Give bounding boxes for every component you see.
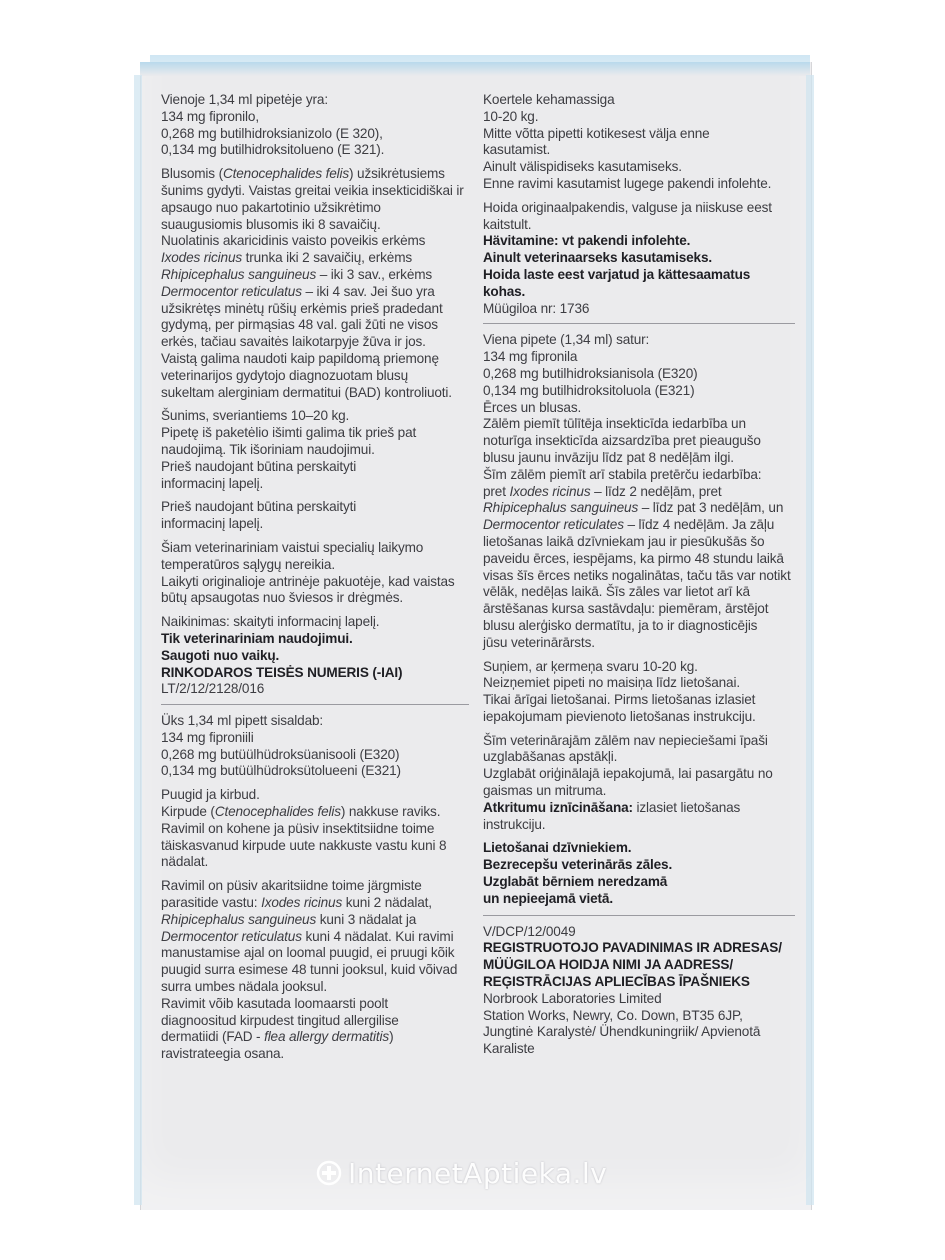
text-line: Ainult veterinaarseks kasutamiseks.	[483, 250, 712, 266]
text-line: suaugusiomis blusomis iki 8 savaičių.	[161, 216, 381, 232]
text-line: naudojimą. Tik išoriniam naudojimui.	[161, 441, 375, 457]
text-line: informacinį lapelį.	[161, 516, 264, 532]
text-line: Vienoje 1,34 ml pipetėje yra:	[161, 92, 328, 107]
text-line: Šīm veterinārajām zālēm nav nepieciešami īpaši	[483, 732, 768, 748]
text-line: blusu jaunu invāziju līdz pat 8 nedēļām ilgi.	[483, 449, 734, 465]
lt-indications: Blusomis (Ctenocephalides felis) užsikrėtusiems šunims gydyti. Vaistas greitai veikia insekticidiškai ir apsaugo nuo pakartotinio užsikrėtimo suaugusiomis blusomis iki 8 savaičių. Nuolatinis akaricidinis vaisto poveikis erkėms Ixodes ricinus trunka iki 2 savaičių, erkėms Rhipicephalus sanguineus – iki 3 sav., erkėms Dermocentor reticulatus – iki 4 sav. Jei šuo yra užsikrėtęs minėtų rūšių erkėmis prieš pradedant gydymą, per pirmąsias 48 val. gali žūti ne visos erkės, tačiau savaitės laikotarpyje žūva ir jos. Vaistą galima naudoti kaip papildomą priemonę veterinarijos gydytojo diagnozuotam blusų sukeltam alerginiam dermatitui (BAD) kontroliuoti.	[161, 166, 469, 401]
lt-storage	[161, 540, 469, 607]
text-line: kohas.	[483, 283, 526, 299]
text-line: Station Works, Newry, Co. Down, BT35 6JP,	[483, 1007, 743, 1023]
text-line: REGISTRUOTOJO PAVADINIMAS IR ADRESAS/	[483, 940, 782, 956]
text-line: Mitte võtta pipetti kotikesest välja enne	[483, 125, 710, 141]
text-line: 0,268 mg butilhidroksianizolo (E 320),	[161, 125, 383, 141]
text-line: Uzglabāt bērniem neredzamā	[483, 874, 668, 890]
ee-acaricidal: Ravimil on püsiv akaritsiidne toime järgmiste parasitide vastu: Ixodes ricinus kuni 2 nädalat, Rhipicephalus sanguineus kuni 3 nädalat ja Dermocentor reticulatus kuni 4 nädalat. Kui ravimi manustamise ajal on loomal puugid, ei pruugi kõik puugid surra esimese 48 tunni jooksul, kuid võivad surra umbes nädala jooksul. Ravimit võib kasutada loomaarsti poolt diagnoositud kirpudest tingitud allergilise dermatiidi (FAD - flea allergy dermatitis) ravistrateegia osana.	[161, 878, 469, 1063]
text-line: sukeltam alerginiam dermatitui (BAD) kontroliuoti.	[161, 384, 452, 400]
text-line: Bezrecepšu veterinārās zāles.	[483, 857, 673, 873]
text-line: Ērces un blusas.	[483, 399, 582, 415]
text-line: Šunims, sveriantiems 10–20 kg.	[161, 408, 350, 424]
lv-warnings	[483, 840, 795, 907]
text-line: Lietošanai dzīvniekiem.	[483, 840, 632, 856]
ee-dosage	[483, 92, 795, 193]
text-line: iepakojumam pievienoto lietošanas instrukciju.	[483, 708, 756, 724]
lt-registration-number: LT/2/12/2128/016	[161, 681, 265, 697]
text-line: Norbrook Laboratories Limited	[483, 990, 662, 1006]
lt-warning	[161, 499, 469, 533]
text-line: Prieš naudojant būtina perskaityti	[161, 499, 357, 515]
pharmacy-cross-icon	[316, 1160, 342, 1186]
text-line: 134 mg fipronila	[483, 349, 578, 365]
lt-composition	[161, 92, 469, 159]
lv-dosage	[483, 659, 795, 726]
ee-indications: Puugid ja kirbud. Kirpude (Ctenocephalides felis) nakkuse raviks. Ravimil on kohene ja püsiv insektitsiidne toime täiskasvanud kirpude uute nakkuste vastu kuni 8 nädalat.	[161, 787, 469, 871]
text-line: Viena pipete (1,34 ml) satur:	[483, 332, 650, 348]
lt-dosage	[161, 408, 469, 492]
text-line: Šīm zālēm piemīt arī stabila pretērču iedarbība:	[483, 466, 762, 482]
text-line: Uzglabāt oriģinālajā iepakojumā, lai pasargātu no	[483, 766, 773, 782]
text-line: temperatūros sąlygų nereikia.	[161, 556, 335, 572]
text-line: šunims gydyti. Vaistas greitai veikia insekticidiškai ir	[161, 182, 464, 198]
lt-divider	[161, 704, 469, 705]
lv-storage: Šīm veterinārajām zālēm nav nepieciešami īpaši uzglabāšanas apstākļi. Uzglabāt oriģinālajā iepakojumā, lai pasargātu no gaismas un mitruma. Atkritumu iznīcināšana: izlasiet lietošanas instrukciju.	[483, 733, 795, 834]
text-line: užsikrėtęs minėtų rūšių erkėmis prieš pradedant	[161, 300, 443, 316]
text-line: 0,134 mg butilhidroksitolueno (E 321).	[161, 142, 385, 158]
package-top-shade	[140, 62, 810, 76]
text-line: nädalat.	[161, 854, 209, 870]
text-line: Karaliste	[483, 1041, 535, 1057]
text-line: 134 mg fiproniili	[161, 729, 254, 745]
text-line: jūsu veterinārārsts.	[483, 634, 595, 650]
text-line: Ainult välispidiseks kasutamiseks.	[483, 159, 682, 175]
text-line: REĢISTRĀCIJAS APLIECĪBAS ĪPAŠNIEKS	[483, 974, 750, 990]
text-line: 0,268 mg butüülhüdroksüanisooli (E320)	[161, 746, 400, 762]
text-line: surra umbes nädala jooksul.	[161, 979, 327, 995]
text-line: 0,134 mg butilhidroksitoluola (E321)	[483, 382, 695, 398]
left-text-column	[161, 92, 469, 1070]
text-line: Hoida originaalpakendis, valguse ja niiskuse eest	[483, 199, 772, 215]
right-side-edge	[806, 75, 814, 1205]
ee-divider	[483, 323, 795, 324]
text-line: 134 mg fipronilo,	[161, 108, 259, 124]
text-line: Laikyti originalioje antrinėje pakuotėje, kad vaistas	[161, 573, 455, 589]
text-line: diagnoositud kirpudest tingitud allergilise	[161, 1012, 399, 1028]
text-line: RINKODAROS TEISĖS NUMERIS (-IAI)	[161, 664, 403, 680]
text-line: 10-20 kg.	[483, 108, 539, 124]
text-line: Pipetę iš paketėlio išimti galima tik prieš pat	[161, 425, 417, 441]
text-line: Üks 1,34 ml pipett sisaldab:	[161, 713, 324, 729]
text-line: noturīga insekticīda aizsardzība pret pieaugušo	[483, 433, 761, 449]
text-line: kasutamist.	[483, 142, 551, 158]
text-line: veterinarijos gydytojo diagnozuotam blusų	[161, 367, 408, 383]
text-line: Koertele kehamassiga	[483, 92, 615, 107]
text-line: Ravimit võib kasutada loomaarsti poolt	[161, 995, 389, 1011]
ee-composition	[161, 713, 469, 780]
text-line: Suņiem, ar ķermeņa svaru 10-20 kg.	[483, 658, 698, 674]
text-line: MÜÜGILOA HOIDJA NIMI JA AADRESS/	[483, 957, 733, 973]
text-line: vēlāk, nedēļas laikā. Šīs zāles var lietot arī kā	[483, 584, 750, 600]
ee-authorisation-number: Müügiloa nr: 1736	[483, 300, 590, 316]
text-line: būtų apsaugotas nuo šviesos ir drėgmės.	[161, 590, 404, 606]
text-line: 0,268 mg butilhidroksianisola (E320)	[483, 365, 698, 381]
text-line: Saugoti nuo vaikų.	[161, 647, 280, 663]
registration-holder: V/DCP/12/0049 REGISTRUOTOJO PAVADINIMAS IR ADRESAS/ MÜÜGILOA HOIDJA NIMI JA AADRESS/ REĢISTRĀCIJAS APLIECĪBAS ĪPAŠNIEKS Norbrook Laboratories Limited Station Works, Newry, Co. Down, BT35 6JP, Jungtinė Karalystė/ Ühendkuningriik/ Apvienotā Karaliste	[483, 924, 795, 1058]
text-line: lietošanas laikā dzīvniekam jau ir piesūkušās šo	[483, 533, 765, 549]
text-line: apsaugo nuo pakartotinio užsikrėtimo	[161, 199, 381, 215]
text-line: Vaistą galima naudoti kaip papildomą priemonę	[161, 350, 439, 366]
text-line: täiskasvanud kirpude uute nakkuste vastu kuni 8	[161, 837, 447, 853]
lt-disposal: Naikinimas: skaityti informacinį lapelį. Tik veterinariniam naudojimui. Saugoti nuo vaikų. RINKODAROS TEISĖS NUMERIS (-IAI) LT/2/12/2128/016	[161, 614, 469, 698]
text-line: Šiam veterinariniam vaistui specialių laikymo	[161, 539, 424, 555]
text-line: 0,134 mg butüülhüdroksütolueeni (E321)	[161, 763, 401, 779]
text-line: Prieš naudojant būtina perskaityti	[161, 458, 357, 474]
text-line: Enne ravimi kasutamist lugege pakendi infolehte.	[483, 175, 772, 191]
text-line: Tik veterinariniam naudojimui.	[161, 630, 353, 646]
text-line: un nepieejamā vietā.	[483, 890, 613, 906]
text-line: Nuolatinis akaricidinis vaisto poveikis erkėms	[161, 233, 426, 249]
lv-composition: Viena pipete (1,34 ml) satur: 134 mg fipronila 0,268 mg butilhidroksianisola (E320) 0,134 mg butilhidroksitoluola (E321) Ērces un blusas. Zālēm piemīt tūlītēja insekticīda iedarbība un noturīga insekticīda aizsardzība pret pieaugušo blusu jaunu invāziju līdz pat 8 nedēļām ilgi. Šīm zālēm piemīt arī stabila pretērču iedarbība: pret Ixodes ricinus – līdz 2 nedēļām, pret Rhipicephalus sanguineus – līdz pat 3 nedēļām, un Dermocentor reticulates – līdz 4 nedēļām. Ja zāļu lietošanas laikā dzīvniekam jau ir piesūkušās šo paveidu ērces, iespējams, ka pirmo 48 stundu laikā visas šīs ērces netiks nogalinātas, taču tās var notikt vēlāk, nedēļas laikā. Šīs zāles var lietot arī kā ārstēšanas kursa sastāvdaļu: piemēram, ārstējot blusu alerģisko dermatītu, ja to ir diagnosticējis jūsu veterinārārsts.	[483, 332, 795, 651]
left-side-edge	[134, 75, 142, 1205]
text-line: visas šīs ērces netiks nogalinātas, taču tās var notikt	[483, 567, 791, 583]
text-line: informacinį lapelį.	[161, 475, 264, 491]
text-line: gaismas un mitruma.	[483, 783, 607, 799]
text-line: Neizņemiet pipeti no maisiņa līdz lietošanai.	[483, 675, 740, 691]
text-line: gydymą, per pirmąsias 48 val. gali žūti ne visos	[161, 317, 438, 333]
right-text-column	[483, 92, 795, 1065]
text-line: Hoida laste eest varjatud ja kättesaamatus	[483, 266, 751, 282]
watermark: InternetAptieka.lv	[348, 1157, 608, 1190]
text-line: Zālēm piemīt tūlītēja insekticīda iedarbība un	[483, 416, 746, 432]
ee-storage	[483, 200, 795, 318]
text-line: kaitstult.	[483, 216, 532, 232]
text-line: paveidu ērces, iespējams, ka pirmo 48 stundu laikā	[483, 550, 784, 566]
text-line: Ravimil on kohene ja püsiv insektitsiidne toime	[161, 820, 435, 836]
text-line: manustamise ajal on loomal puugid, ei pruugi kõik	[161, 945, 455, 961]
text-line: ārstēšanas kursa sastāvdaļu: piemēram, ārstējot	[483, 601, 769, 617]
text-line: Hävitamine: vt pakendi infolehte.	[483, 233, 691, 249]
text-line: puugid surra esimese 48 tunni jooksul, kuid võivad	[161, 962, 458, 978]
text-line: uzglabāšanas apstākļi.	[483, 749, 618, 765]
lv-divider	[483, 915, 795, 916]
text-line: blusu alerģisko dermatītu, ja to ir diagnosticējis	[483, 617, 758, 633]
text-line: erkės, tačiau savaitės laikotarpyje žūva ir jos.	[161, 334, 426, 350]
text-line: Jungtinė Karalystė/ Ühendkuningriik/ Apvienotā	[483, 1024, 761, 1040]
text-line: Tikai ārīgai lietošanai. Pirms lietošanas izlasiet	[483, 692, 756, 708]
